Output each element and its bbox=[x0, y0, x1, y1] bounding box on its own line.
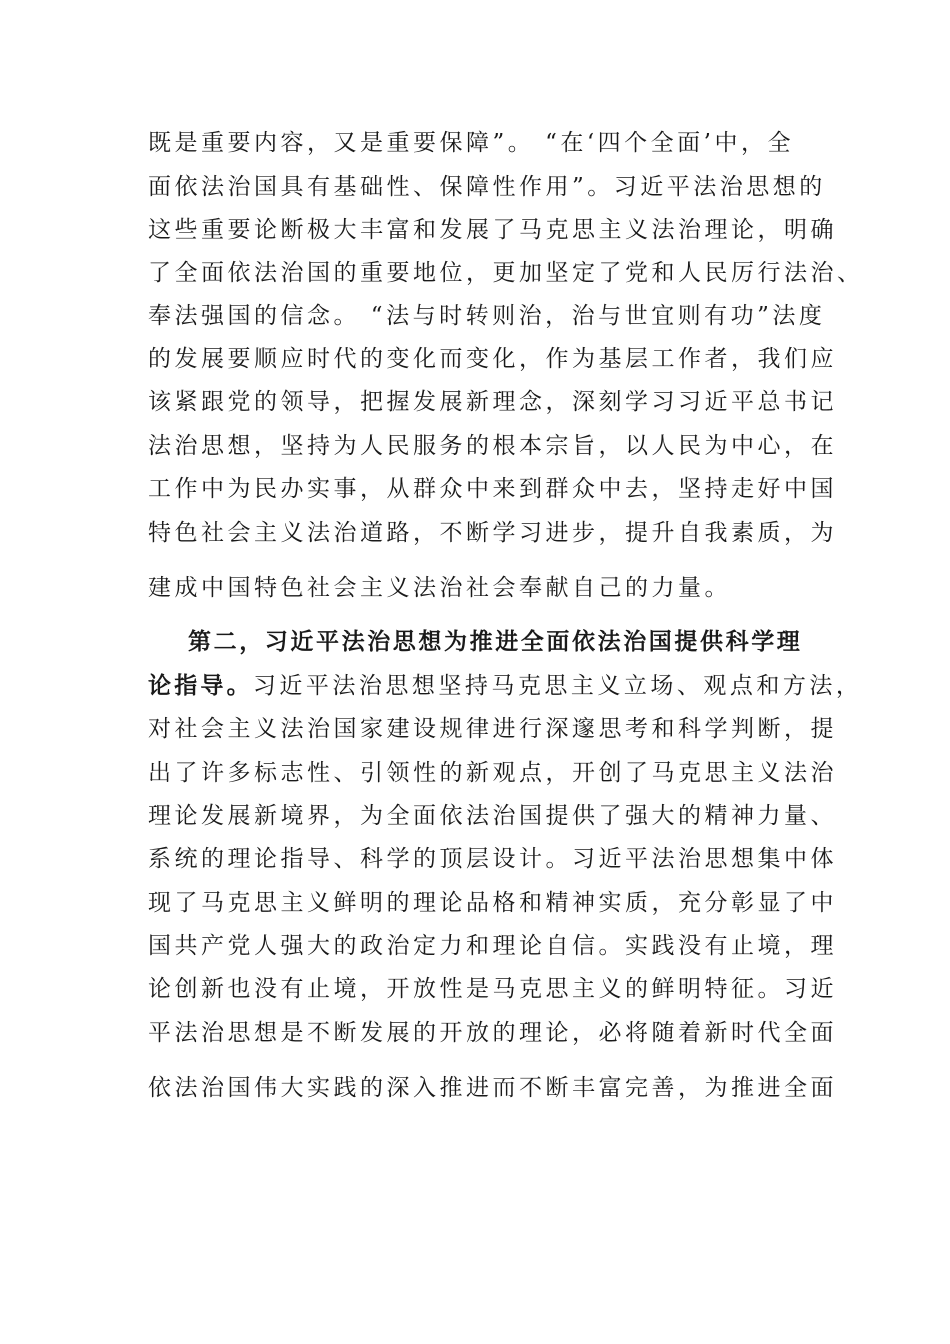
paragraph2-line-1-text: 习近平法治思想坚持马克思主义立场、观点和方法， bbox=[252, 673, 863, 699]
paragraph2-line-9: 平法治思想是不断发展的开放的理论，必将随着新时代全面 bbox=[148, 1020, 837, 1046]
paragraph1-line-5: 奉法强国的信念。 “法与时转则治，治与世宜则有功”法度 bbox=[148, 303, 826, 329]
paragraph1-line-6: 的发展要顺应时代的变化而变化，作为基层工作者，我们应 bbox=[148, 346, 837, 372]
paragraph2-line-6: 现了马克思主义鲜明的理论品格和精神实质，充分彰显了中 bbox=[148, 890, 837, 916]
paragraph2-line-5: 系统的理论指导、科学的顶层设计。习近平法治思想集中体 bbox=[148, 846, 837, 872]
paragraph2-line-8: 论创新也没有止境，开放性是马克思主义的鲜明特征。习近 bbox=[148, 976, 837, 1002]
paragraph2-line-7: 国共产党人强大的政治定力和理论自信。实践没有止境，理 bbox=[148, 933, 837, 959]
paragraph2-line-1 bbox=[148, 671, 863, 701]
paragraph1-line-11: 建成中国特色社会主义法治社会奉献自己的力量。 bbox=[148, 575, 731, 601]
paragraph1-line-10: 特色社会主义法治道路，不断学习进步，提升自我素质，为 bbox=[148, 520, 837, 546]
paragraph2-line-3: 出了许多标志性、引领性的新观点，开创了马克思主义法治 bbox=[148, 760, 837, 786]
paragraph2-heading-end: 论指导。 bbox=[148, 672, 253, 699]
paragraph2-line-10: 依法治国伟大实践的深入推进而不断丰富完善，为推进全面 bbox=[148, 1075, 837, 1101]
paragraph1-line-3: 这些重要论断极大丰富和发展了马克思主义法治理论，明确 bbox=[148, 217, 837, 243]
paragraph2-line-4: 理论发展新境界，为全面依法治国提供了强大的精神力量、 bbox=[148, 803, 837, 829]
paragraph1-line-1: 既是重要内容，又是重要保障”。 “在‘四个全面’中，全 bbox=[148, 130, 794, 156]
paragraph2-line-2: 对社会主义法治国家建设规律进行深邃思考和科学判断，提 bbox=[148, 716, 837, 742]
paragraph1-line-9: 工作中为民办实事，从群众中来到群众中去，坚持走好中国 bbox=[148, 476, 837, 502]
paragraph1-line-2: 面依法治国具有基础性、保障性作用”。习近平法治思想的 bbox=[148, 174, 826, 200]
paragraph2-heading: 第二，习近平法治思想为推进全面依法治国提供科学理 bbox=[188, 628, 803, 655]
paragraph1-line-4: 了全面依法治国的重要地位，更加坚定了党和人民厉行法治、 bbox=[148, 260, 864, 286]
paragraph1-line-8: 法治思想，坚持为人民服务的根本宗旨，以人民为中心，在 bbox=[148, 433, 837, 459]
paragraph1-line-7: 该紧跟党的领导，把握发展新理念，深刻学习习近平总书记 bbox=[148, 389, 837, 415]
